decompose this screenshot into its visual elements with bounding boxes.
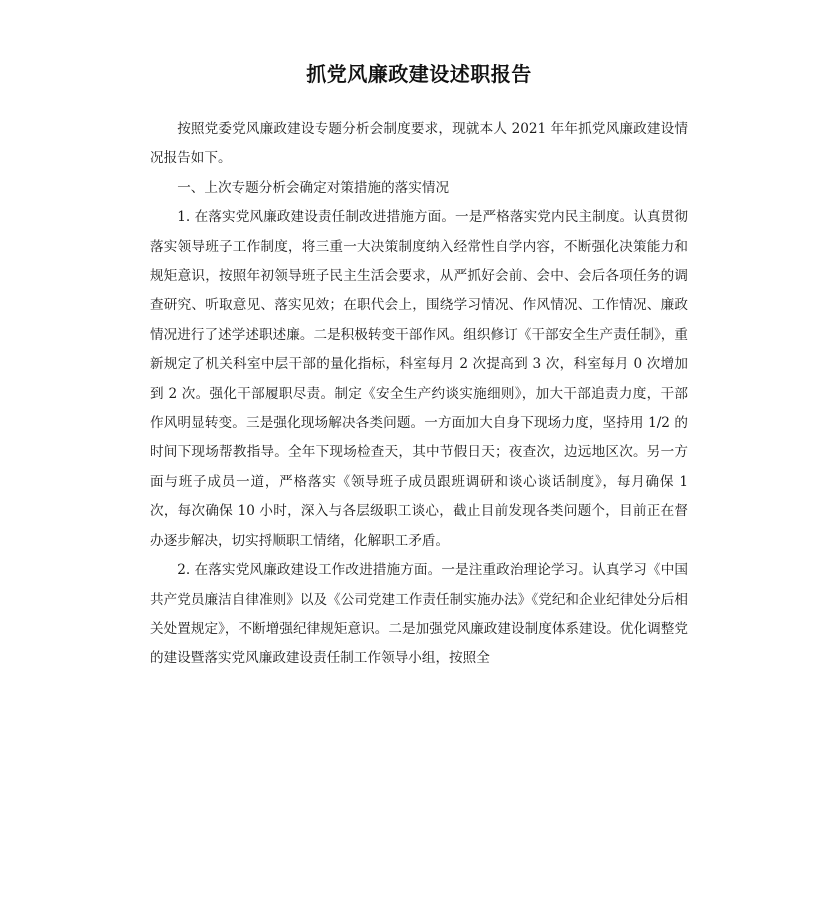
body-paragraph: 1. 在落实党风廉政建设责任制改进措施方面。一是严格落实党内民主制度。认真贯彻落实领导班子工作制度，将三重一大决策制度纳入经常性自学内容，不断强化决策能力和规矩意识，按照年初领导班子民主生活会要求，从严抓好会前、会中、会后各项任务的调查研究、听取意见、落实见效；在职代会上，围绕学习情况、作风情况、工作情况、廉政情况进行了述学述职述廉。二是积极转变干部作风。组织修订《干部安全生产责任制》，重新规定了机关科室中层干部的量化指标，科室每月 2 次提高到 3 次，科室每月 0 次增加到 2 次。强化干部履职尽责。制定《安全生产约谈实施细则》，加大干部追责力度，干部作风明显转变。三是强化现场解决各类问题。一方面加大自身下现场力度，坚持用 1/2 的时间下现场帮教指导。全年下现场检查天，其中节假日天；夜查次，边远地区次。另一方面与班子成员一道，严格落实《领导班子成员跟班调研和谈心谈话制度》，每月确保 1 次，每次确保 10 小时，深入与各层级职工谈心，截止目前发现各类问题个，目前正在督办逐步解决，切实捋顺职工情绪，化解职工矛盾。 (150, 209, 688, 549)
section-heading: 一、上次专题分析会确定对策措施的落实情况 (177, 179, 450, 196)
intro-paragraph: 按照党委党风廉政建设专题分析会制度要求，现就本人 2021 年年抓党风廉政建设情况报告如下。 (150, 121, 688, 167)
body-paragraph: 2. 在落实党风廉政建设工作改进措施方面。一是注重政治理论学习。认真学习《中国共产党员廉洁自律准则》以及《公司党建工作责任制实施办法》《党纪和企业纪律处分后相关处置规定》，不断增强纪律规矩意识。二是加强党风廉政建设制度体系建设。优化调整党的建设暨落实党风廉政建设责任制工作领导小组，按照全 (150, 562, 688, 667)
page-title: 抓党风廉政建设述职报告 (306, 62, 532, 86)
document-body (150, 115, 688, 674)
